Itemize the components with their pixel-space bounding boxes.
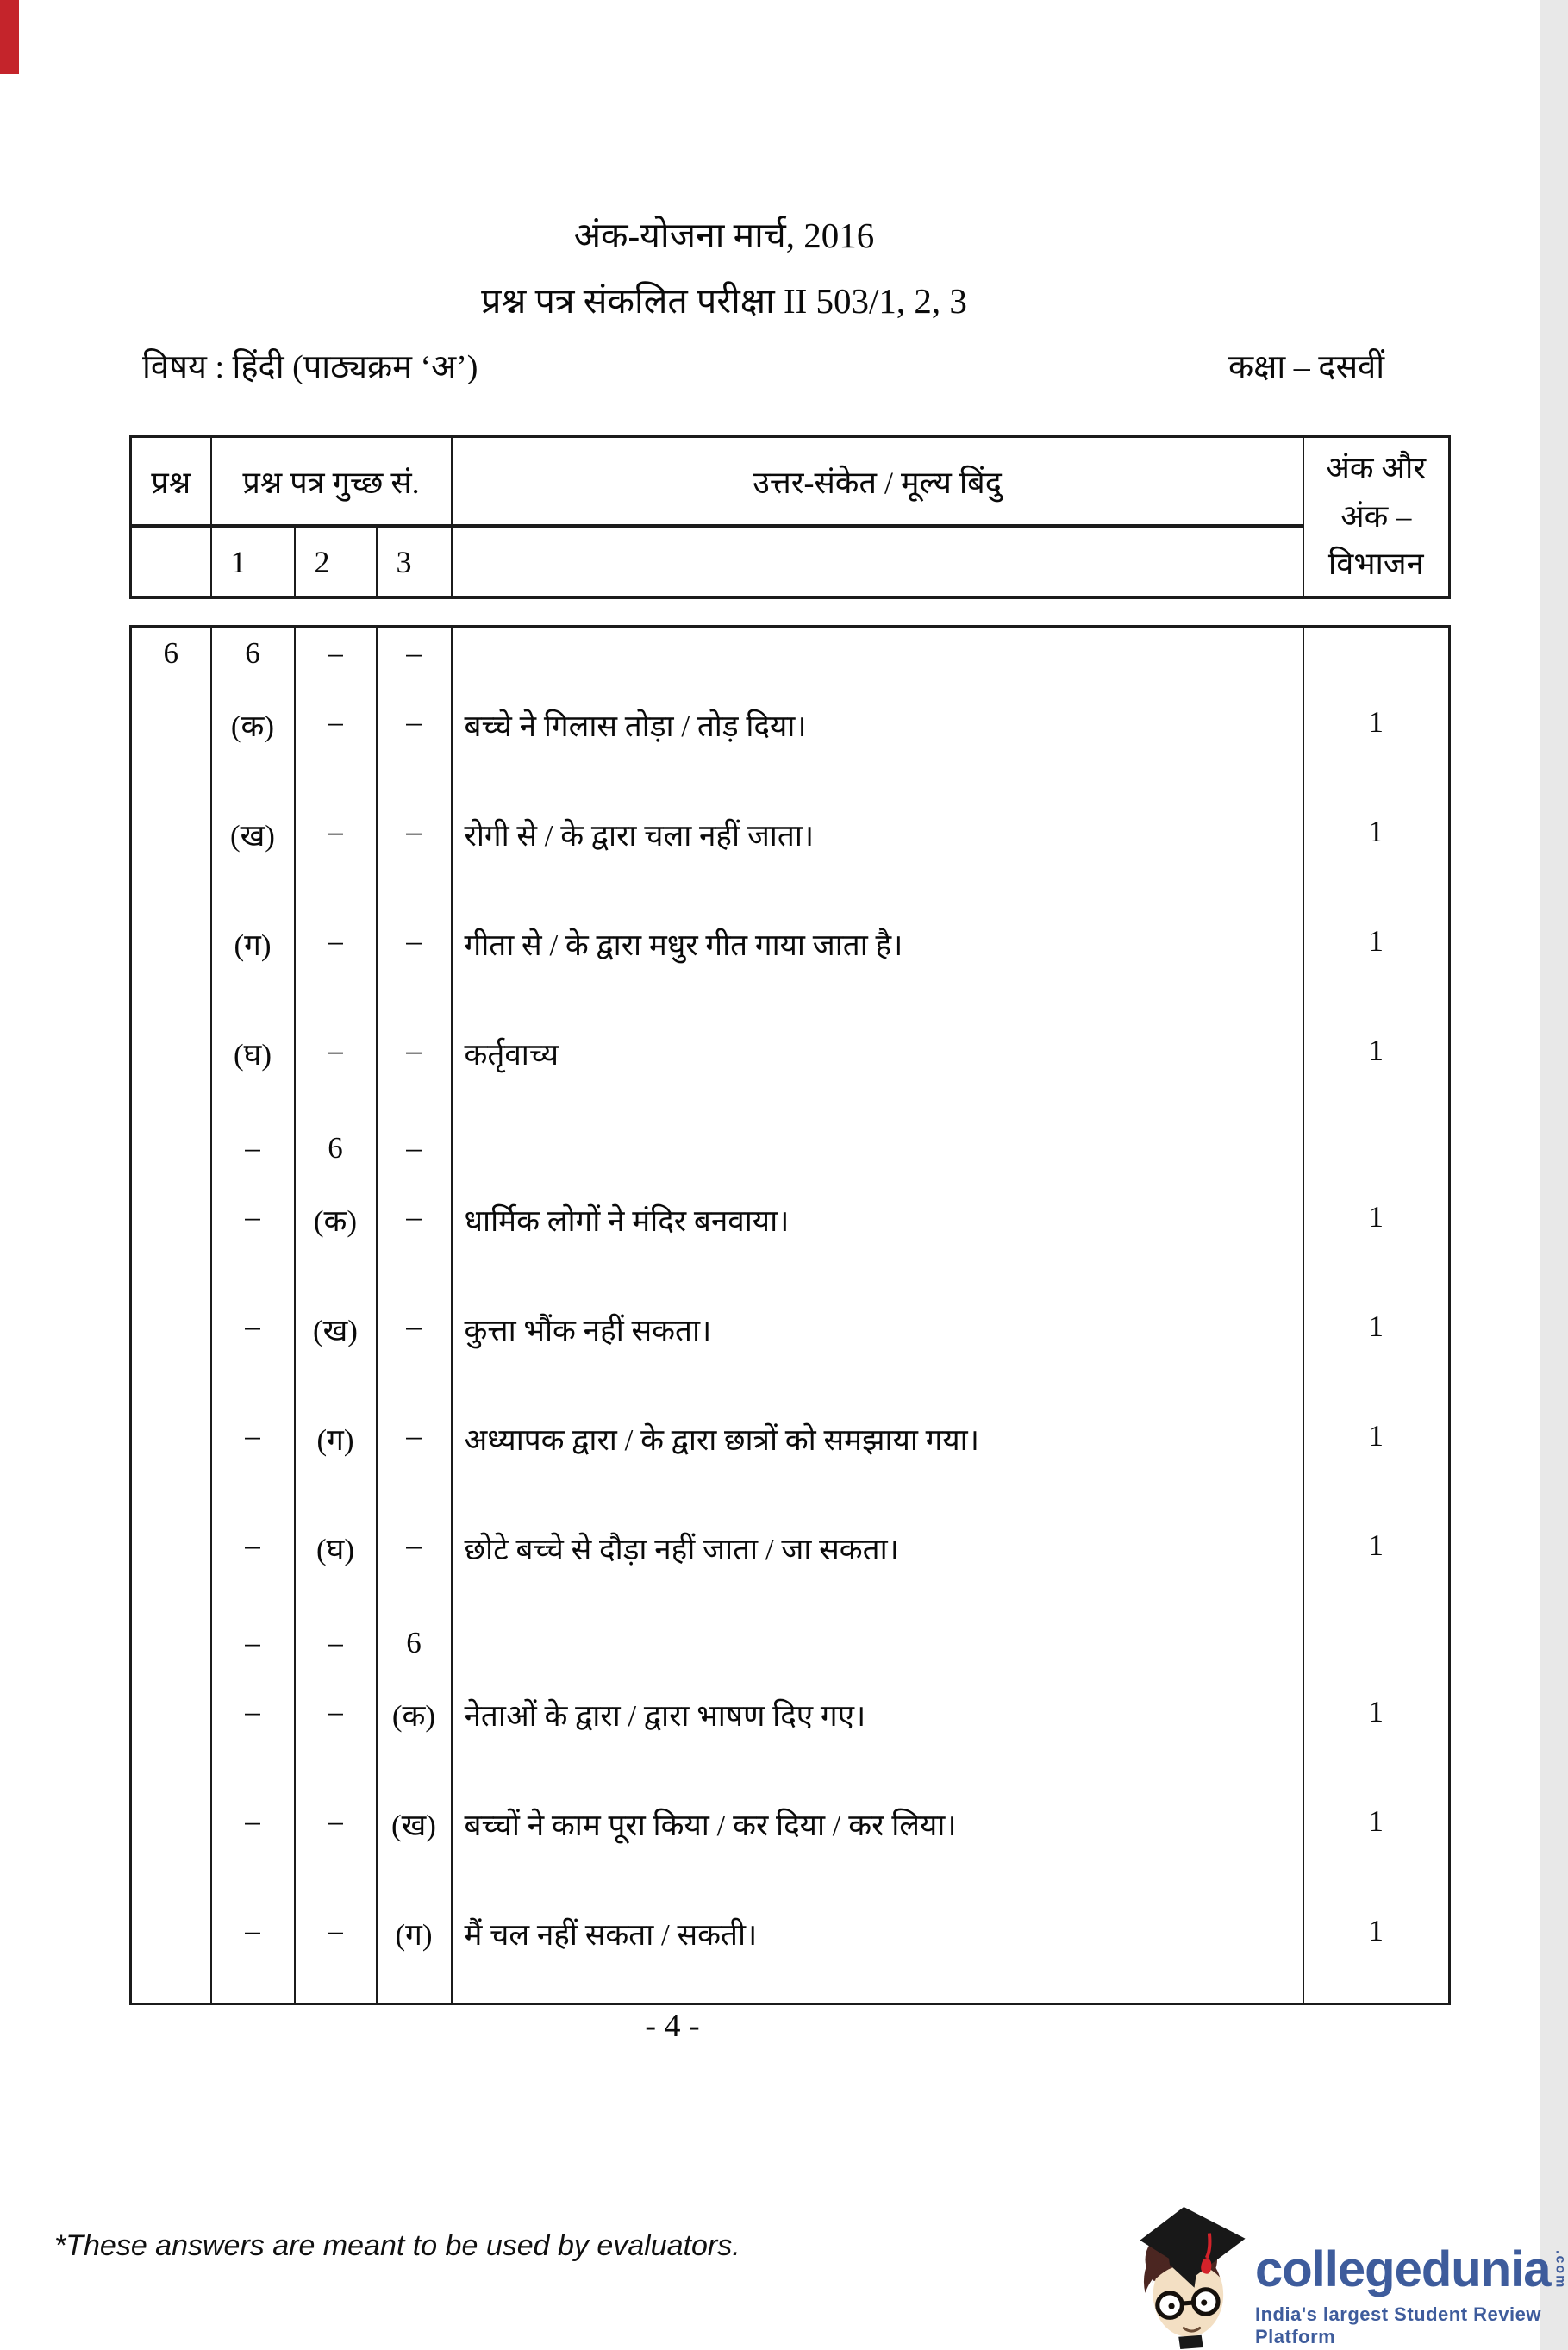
set1-cell: – (211, 1617, 295, 1674)
set1-cell: – (211, 1398, 295, 1508)
set1-cell: – (211, 1179, 295, 1289)
answers-table-body (131, 627, 1450, 2004)
question-number-cell (131, 1674, 211, 1784)
set2-cell: – (295, 1013, 377, 1122)
set2-cell: – (295, 684, 377, 794)
set3-cell: – (377, 1289, 452, 1398)
graduate-boy-mascot-icon (1133, 2205, 1252, 2350)
red-corner-mark (0, 0, 19, 74)
table-row (131, 1179, 1450, 1289)
set3-cell: – (377, 1122, 452, 1179)
question-number-cell (131, 1179, 211, 1289)
table-row (131, 1784, 1450, 1893)
set3-cell: – (377, 627, 452, 685)
answer-cell: रोगी से / के द्वारा चला नहीं जाता। (452, 794, 1303, 903)
question-number-cell (131, 1784, 211, 1893)
set3-cell: – (377, 1398, 452, 1508)
set3-cell: – (377, 1179, 452, 1289)
paper-set-col-header: प्रश्न पत्र गुच्छ सं. (211, 437, 452, 527)
marks-cell: 1 (1303, 1893, 1450, 2004)
set2-cell: – (295, 794, 377, 903)
marks-cell: 1 (1303, 1013, 1450, 1122)
answer-cell: बच्चे ने गिलास तोड़ा / तोड़ दिया। (452, 684, 1303, 794)
table-row (131, 1122, 1450, 1179)
set3-cell: – (377, 794, 452, 903)
table-row (131, 1398, 1450, 1508)
header-row-1 (131, 437, 1450, 527)
set1-cell: (क) (211, 684, 295, 794)
answers-table (129, 625, 1451, 2005)
answer-cell: छोटे बच्चे से दौड़ा नहीं जाता / जा सकता। (452, 1508, 1303, 1617)
set2-cell: – (295, 1893, 377, 2004)
marks-header-line2: अंक – (1340, 498, 1412, 534)
set2-cell: (क) (295, 1179, 377, 1289)
marks-cell: 1 (1303, 1508, 1450, 1617)
set1-cell: – (211, 1674, 295, 1784)
question-number-cell (131, 1893, 211, 2004)
set3-cell: – (377, 1508, 452, 1617)
table-row (131, 684, 1450, 794)
marks-cell: 1 (1303, 1179, 1450, 1289)
question-number-cell (131, 903, 211, 1013)
brand-domain-suffix: .com (1552, 2250, 1568, 2290)
marks-cell: 1 (1303, 1784, 1450, 1893)
question-number-cell (131, 1013, 211, 1122)
evaluator-footnote: *These answers are meant to be used by evaluators. (54, 2229, 740, 2262)
answer-cell: कुत्ता भौंक नहीं सकता। (452, 1289, 1303, 1398)
answer-cell: मैं चल नहीं सकता / सकती। (452, 1893, 1303, 2004)
set1-cell: – (211, 1508, 295, 1617)
marks-header-line1: अंक और (1326, 450, 1427, 485)
answer-key-col-header: उत्तर-संकेत / मूल्य बिंदु (452, 437, 1303, 527)
set3-cell: – (377, 1013, 452, 1122)
table-row (131, 627, 1450, 685)
set3-cell: – (377, 903, 452, 1013)
set1-cell: (ख) (211, 794, 295, 903)
set2-cell: – (295, 627, 377, 685)
set3-cell: (क) (377, 1674, 452, 1784)
question-number-cell (131, 684, 211, 794)
table-row (131, 1674, 1450, 1784)
table-row (131, 903, 1450, 1013)
set-2-header: 2 (295, 527, 377, 598)
brand-tagline: India's largest Student Review Platform (1255, 2303, 1541, 2347)
question-number-cell (131, 1122, 211, 1179)
set2-cell: (ग) (295, 1398, 377, 1508)
set-3-header: 3 (377, 527, 452, 598)
set2-cell: – (295, 1674, 377, 1784)
table-row (131, 1893, 1450, 2004)
answer-cell: धार्मिक लोगों ने मंदिर बनवाया। (452, 1179, 1303, 1289)
answer-cell: अध्यापक द्वारा / के द्वारा छात्रों को समझाया गया। (452, 1398, 1303, 1508)
set2-cell: – (295, 1784, 377, 1893)
marking-scheme-header-table (129, 435, 1451, 599)
set2-cell: – (295, 903, 377, 1013)
answer-cell: गीता से / के द्वारा मधुर गीत गाया जाता है। (452, 903, 1303, 1013)
set1-cell: (ग) (211, 903, 295, 1013)
marks-cell: 1 (1303, 1289, 1450, 1398)
table-row (131, 1617, 1450, 1674)
set1-cell: – (211, 1122, 295, 1179)
question-number-cell (131, 1398, 211, 1508)
empty-header-cell (452, 527, 1303, 598)
set1-cell: (घ) (211, 1013, 295, 1122)
page-number: - 4 - (645, 2008, 700, 2044)
set1-cell: – (211, 1784, 295, 1893)
set2-cell: (ख) (295, 1289, 377, 1398)
set2-cell: 6 (295, 1122, 377, 1179)
set3-cell: (ख) (377, 1784, 452, 1893)
set1-cell: 6 (211, 627, 295, 685)
brand-wordmark: collegedunia (1255, 2241, 1551, 2297)
marks-cell: 1 (1303, 1674, 1450, 1784)
table-row (131, 794, 1450, 903)
marks-cell (1303, 1122, 1450, 1179)
subject-label: विषय : हिंदी (पाठ्यक्रम ‘अ’) (142, 349, 478, 385)
empty-header-cell (131, 527, 211, 598)
answer-cell: बच्चों ने काम पूरा किया / कर दिया / कर लिया। (452, 1784, 1303, 1893)
marks-cell: 1 (1303, 794, 1450, 903)
set2-cell: (घ) (295, 1508, 377, 1617)
table-row (131, 1508, 1450, 1617)
table-row (131, 1289, 1450, 1398)
collegedunia-logo (1133, 2205, 1568, 2350)
set1-cell: – (211, 1893, 295, 2004)
set3-cell: 6 (377, 1617, 452, 1674)
question-number-cell: 6 (131, 627, 211, 685)
marks-cell: 1 (1303, 684, 1450, 794)
answer-cell (452, 627, 1303, 685)
marks-cell: 1 (1303, 903, 1450, 1013)
answer-cell: कर्तृवाच्य (452, 1013, 1303, 1122)
set2-cell: – (295, 1617, 377, 1674)
header-row-2 (131, 527, 1450, 598)
answer-cell (452, 1122, 1303, 1179)
marks-col-header (1303, 437, 1450, 598)
marks-cell (1303, 627, 1450, 685)
question-number-cell (131, 1508, 211, 1617)
question-number-cell (131, 794, 211, 903)
question-number-cell (131, 1617, 211, 1674)
set-1-header: 1 (211, 527, 295, 598)
answer-cell (452, 1617, 1303, 1674)
question-col-header: प्रश्न (131, 437, 211, 527)
table-row (131, 1013, 1450, 1122)
marks-cell: 1 (1303, 1398, 1450, 1508)
set1-cell: – (211, 1289, 295, 1398)
document-title: अंक-योजना मार्च, 2016 (573, 216, 875, 255)
class-label: कक्षा – दसवीं (1228, 349, 1385, 385)
answer-cell: नेताओं के द्वारा / द्वारा भाषण दिए गए। (452, 1674, 1303, 1784)
marks-header-line3: विभाजन (1327, 547, 1424, 582)
question-number-cell (131, 1289, 211, 1398)
set3-cell: (ग) (377, 1893, 452, 2004)
exam-paper-title: प्रश्न पत्र संकलित परीक्षा II 503/1, 2, 3 (481, 281, 967, 321)
marks-cell (1303, 1617, 1450, 1674)
set3-cell: – (377, 684, 452, 794)
